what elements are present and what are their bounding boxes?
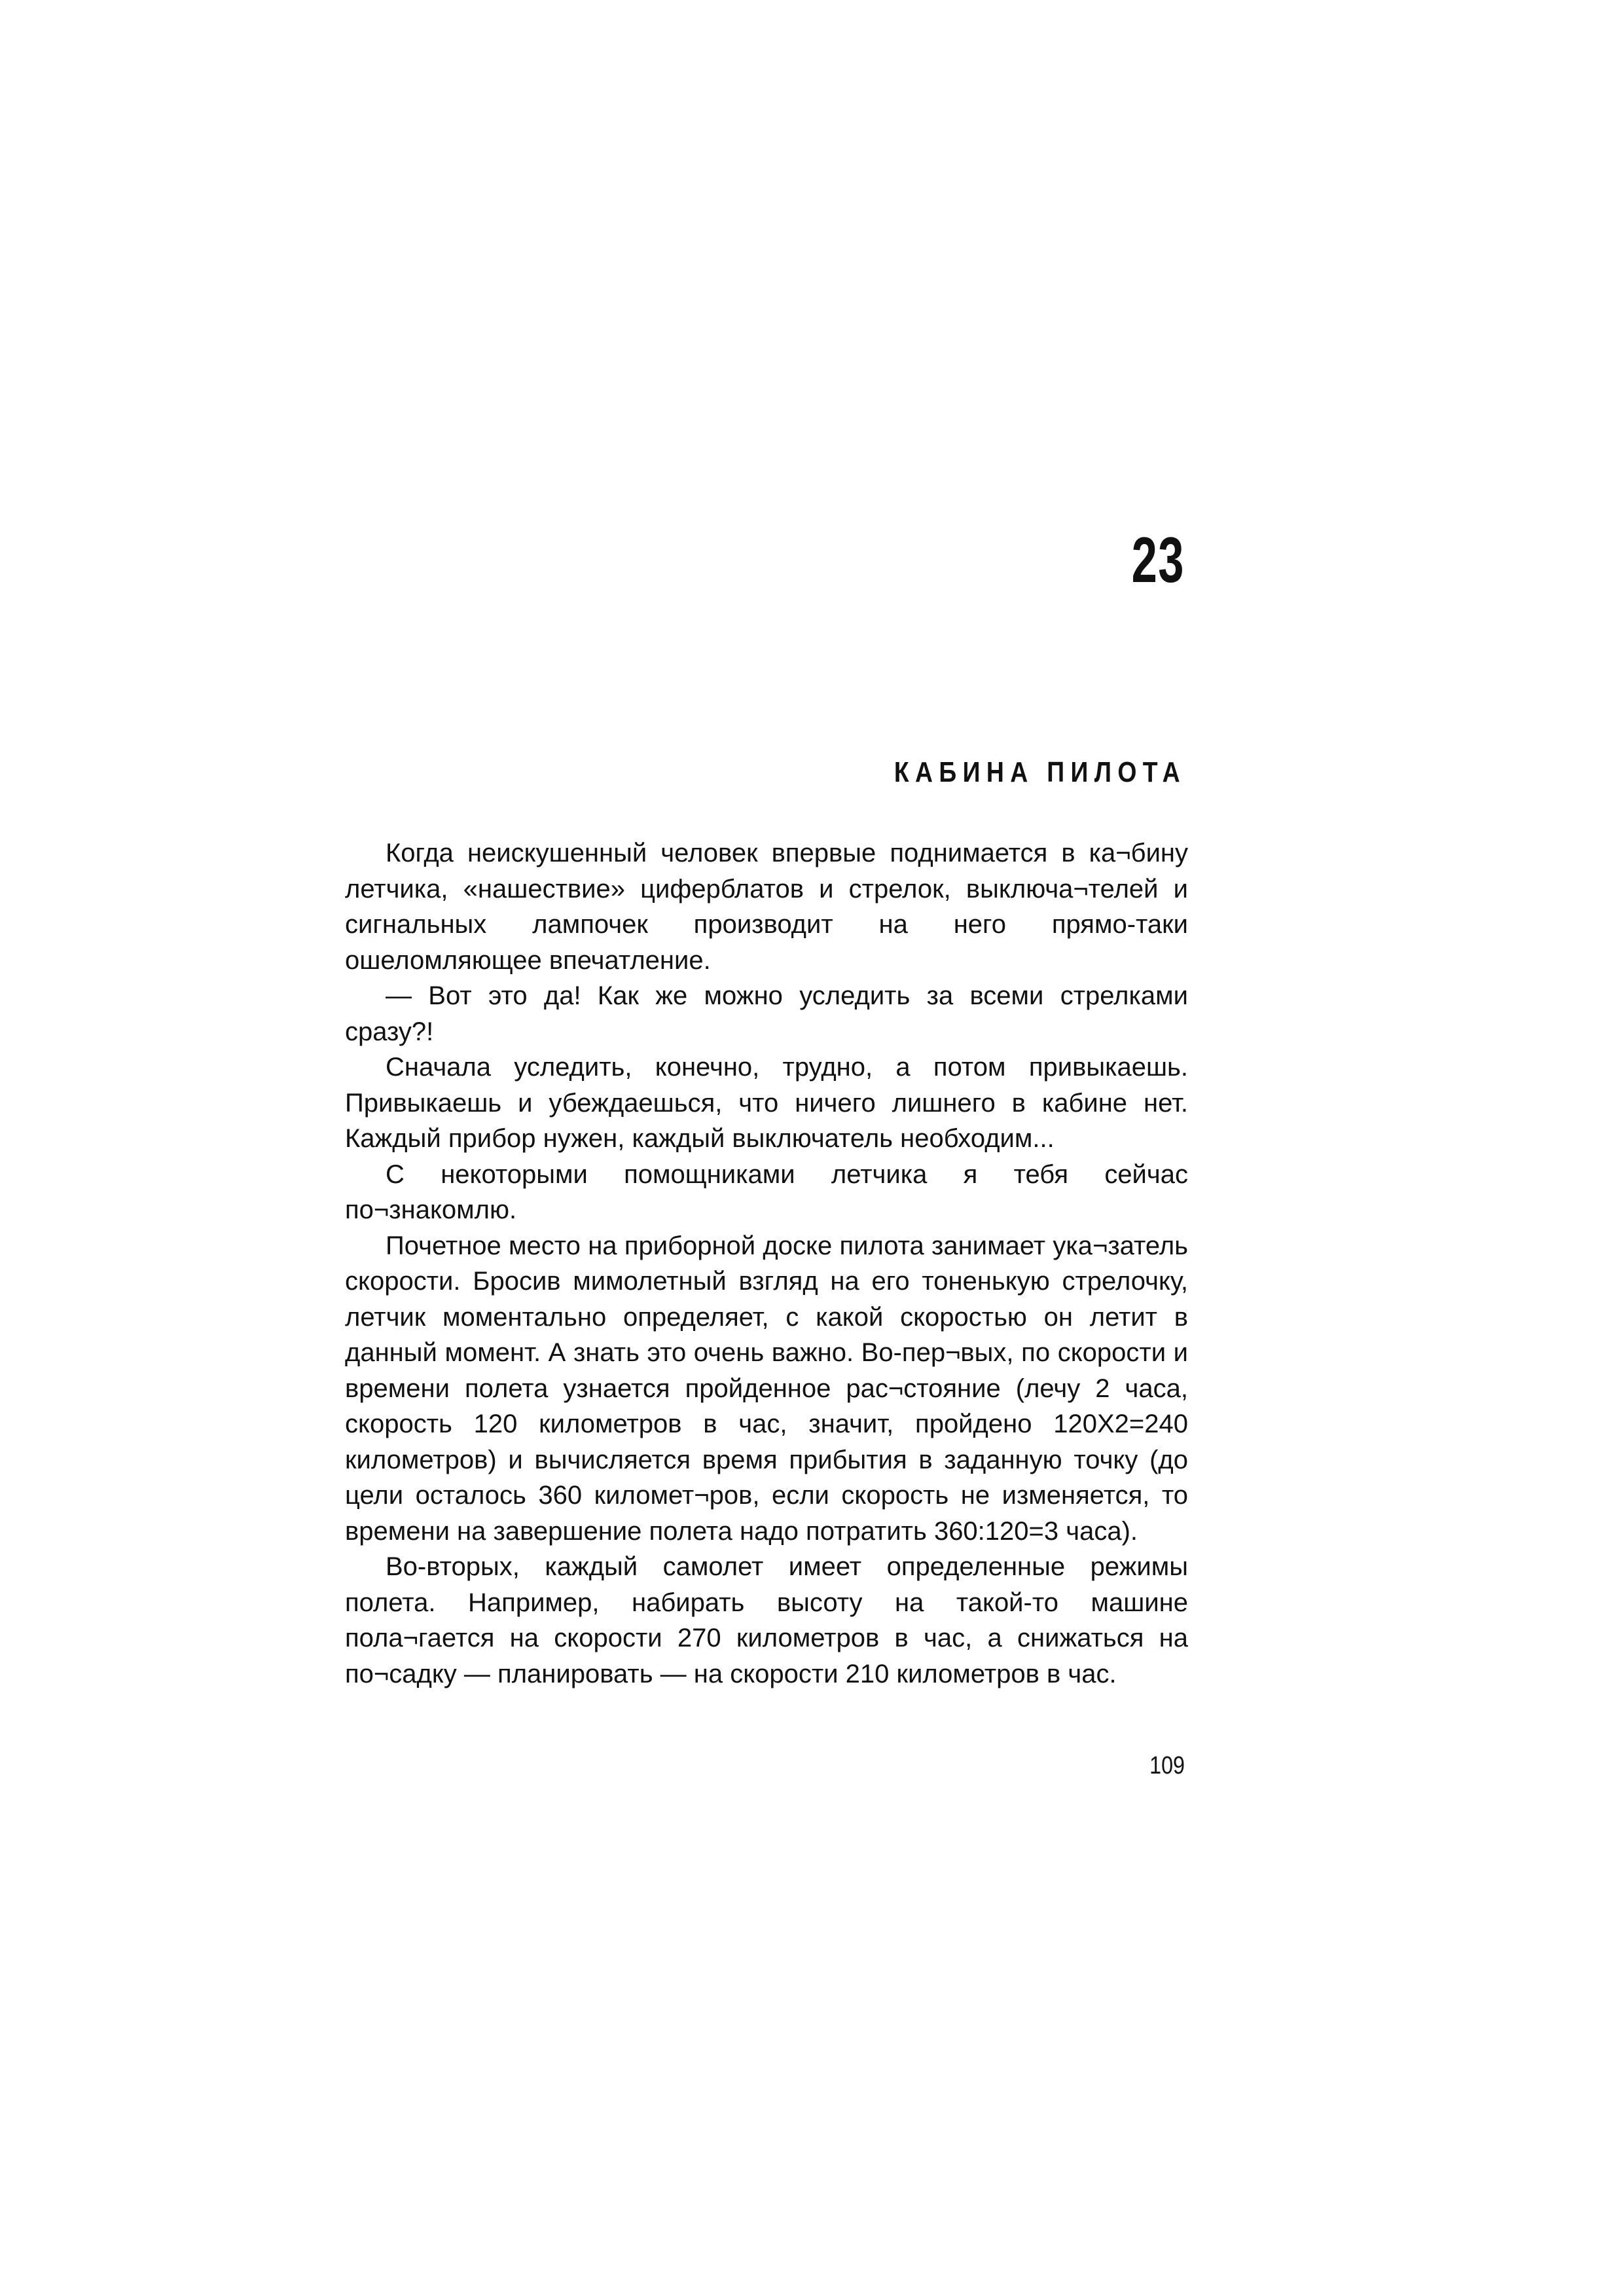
body-text — [345, 835, 1188, 1692]
paragraph: Во-вторых, каждый самолет имеет определенные режимы полета. Например, набирать высоту на такой-то машине пола¬гается на скорости 270 километров в час, а снижаться на по¬садку — планировать — на скорости 210 километров в час. — [345, 1552, 1188, 1688]
paragraph: — Вот это да! Как же можно уследить за всеми стрелками сразу?! — [345, 981, 1188, 1046]
paragraph: Когда неискушенный человек впервые поднимается в ка¬бину летчика, «нашествие» циферблатов и стрелок, выключа¬телей и сигнальных лампочек производит на него прямо-таки ошеломляющее впечатление. — [345, 839, 1188, 975]
page-number: 109 — [1149, 1752, 1185, 1779]
chapter-title: КАБИНА ПИЛОТА — [893, 756, 1186, 788]
chapter-number: 23 — [1131, 524, 1185, 596]
paragraph: С некоторыми помощниками летчика я тебя сейчас по¬знакомлю. — [345, 1159, 1188, 1224]
paragraph: Почетное место на приборной доске пилота занимает ука¬затель скорости. Бросив мимолетный взгляд на его тоненькую стрелочку, летчик моментально определяет, с какой скоростью он летит в данный момент. А знать это очень важно. Во-пер¬вых, по скорости и времени полета узнается пройденное рас¬стояние (лечу 2 часа, скорость 120 километров в час, значит, пройдено 120Х2=240 километров) и вычисляется время прибытия в заданную точку (до цели осталось 360 километ¬ров, если скорость не изменяется, то времени на завершение полета надо потратить 360:120=3 часа). — [345, 1231, 1188, 1546]
paragraph: Сначала уследить, конечно, трудно, а потом привыкаешь. Привыкаешь и убеждаешься, что ничего лишнего в кабине нет. Каждый прибор нужен, каждый выключатель необходим... — [345, 1053, 1188, 1153]
